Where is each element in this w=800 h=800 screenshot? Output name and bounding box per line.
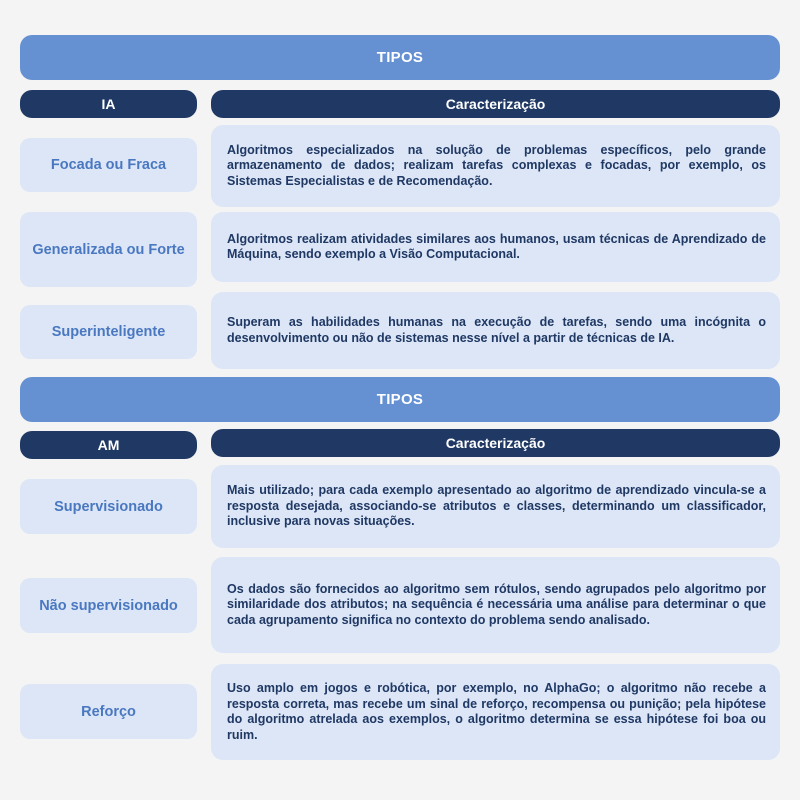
section2-row-description bbox=[211, 465, 780, 548]
section2-title: TIPOS bbox=[20, 377, 780, 422]
description-text: Superam as habilidades humanas na execução de tarefas, sendo uma incógnita o desenvolvimento ou não de sistemas nesse nível a partir de técnicas de IA. bbox=[227, 315, 766, 345]
section1-row-description bbox=[211, 125, 780, 207]
section1-title: TIPOS bbox=[20, 35, 780, 80]
section1-row-label: Generalizada ou Forte bbox=[20, 212, 197, 287]
section2-col1-header: AM bbox=[20, 431, 197, 459]
section1-row-description bbox=[211, 212, 780, 282]
description-text: Os dados são fornecidos ao algoritmo sem rótulos, sendo agrupados pelo algoritmo por similaridade dos atributos; na sequência é necessária uma análise para determinar o que cada agrupamento significa no contexto do problema sendo analisado. bbox=[227, 581, 766, 627]
section2-row-description bbox=[211, 557, 780, 653]
section1-row-description bbox=[211, 292, 780, 369]
section1-row-label: Focada ou Fraca bbox=[20, 138, 197, 192]
section1-col1-header: IA bbox=[20, 90, 197, 118]
section2-row-label: Reforço bbox=[20, 684, 197, 739]
description-text: Uso amplo em jogos e robótica, por exemplo, no AlphaGo; o algoritmo não recebe a resposta correta, mas recebe um sinal de reforço, recompensa ou punição; pela hipótese do algoritmo atrelada aos exemplos, o algoritmo determina se essa hipótese foi boa ou ruim. bbox=[227, 681, 766, 742]
section2-row-label: Supervisionado bbox=[20, 479, 197, 534]
description-text: Algoritmos realizam atividades similares aos humanos, usam técnicas de Aprendizado de Máquina, sendo exemplo a Visão Computacional. bbox=[227, 231, 766, 261]
section2-row-description bbox=[211, 664, 780, 760]
description-text: Mais utilizado; para cada exemplo apresentado ao algoritmo de aprendizado vincula-se a resposta desejada, associando-se atributos e classes, determinando um classificador, inclusive para novas situações. bbox=[227, 483, 766, 529]
description-text: Algoritmos especializados na solução de problemas específicos, pelo grande armazenamento de dados; realizam tarefas complexas e focadas, por exemplo, os Sistemas Especialistas e de Recomendação. bbox=[227, 142, 766, 188]
section2-row-label: Não supervisionado bbox=[20, 578, 197, 633]
section1-col2-header: Caracterização bbox=[211, 90, 780, 118]
section1-row-label: Superinteligente bbox=[20, 305, 197, 359]
section2-col2-header: Caracterização bbox=[211, 429, 780, 457]
